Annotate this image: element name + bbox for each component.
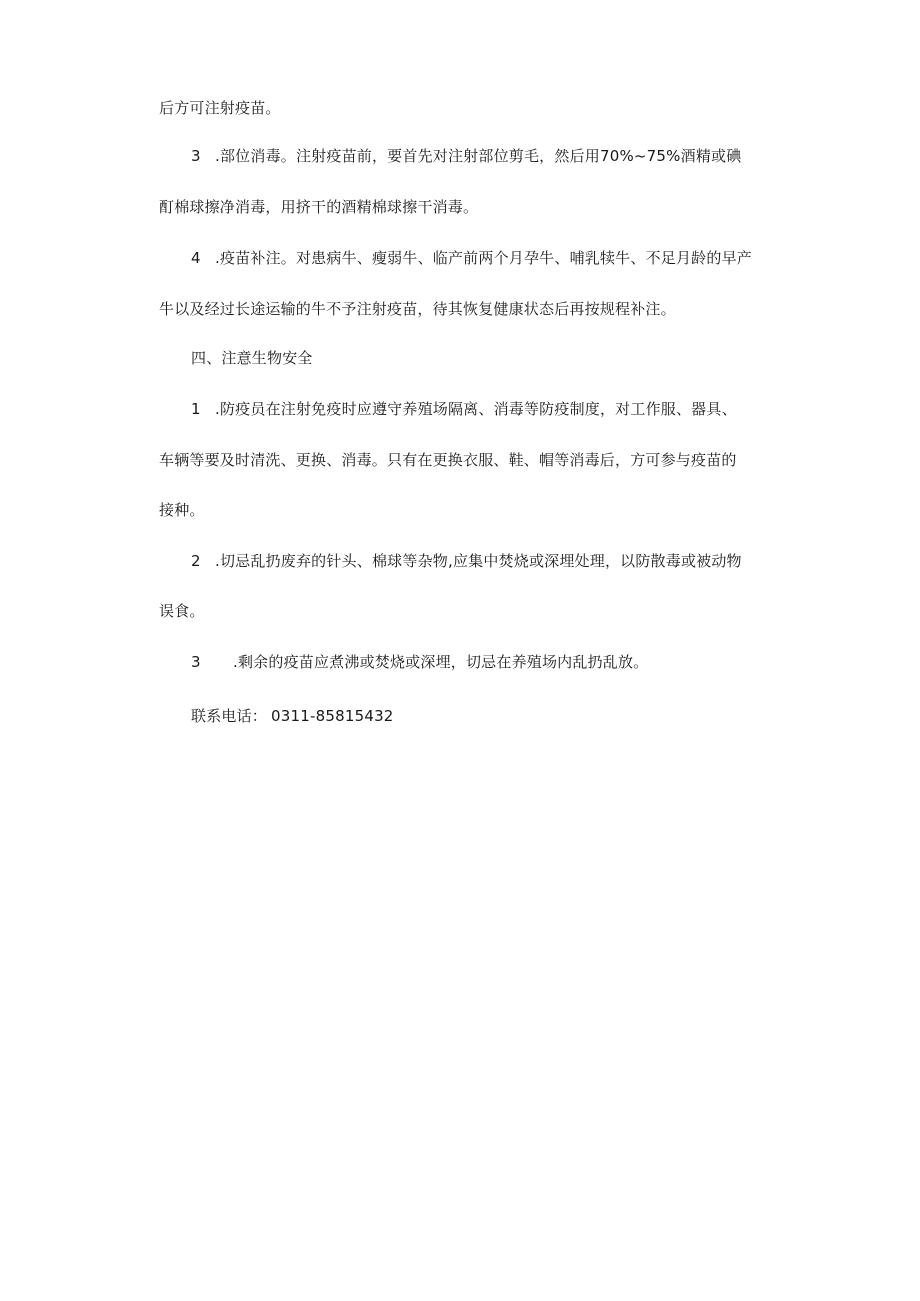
contact-line (191, 706, 394, 726)
item-4-text-1: .疫苗补注。对患病牛、瘦弱牛、临产前两个月孕牛、哺乳犊牛、不足月龄的早产 (215, 249, 752, 267)
item-4-line-1 (191, 248, 752, 268)
item-3-text-1: .部位消毒。注射疫苗前，要首先对注射部位剪毛，然后用70%~75%酒精或碘 (215, 147, 742, 165)
item-3-line-2: 酊棉球擦净消毒，用挤干的酒精棉球擦干消毒。 (159, 198, 479, 216)
bio-1-number: 1 (191, 400, 201, 418)
bio-1-line-1 (191, 399, 737, 419)
continuation-text: 后方可注射疫苗。 (159, 99, 281, 117)
bio-2-number: 2 (191, 552, 201, 570)
item-4-number: 4 (191, 249, 201, 267)
bio-3-number: 3 (191, 653, 201, 671)
contact-label: 联系电话： (191, 707, 268, 725)
section-4-heading: 四、注意生物安全 (191, 349, 313, 367)
bio-2-text-1: .切忌乱扔废弃的针头、棉球等杂物,应集中焚烧或深埋处理，以防散毒或被动物 (215, 552, 742, 570)
item-4-line-2: 牛以及经过长途运输的牛不予注射疫苗，待其恢复健康状态后再按规程补注。 (159, 300, 676, 318)
bio-1-line-2: 车辆等要及时清洗、更换、消毒。只有在更换衣服、鞋、帽等消毒后，方可参与疫苗的 (159, 451, 737, 469)
bio-1-text-1: .防疫员在注射免疫时应遵守养殖场隔离、消毒等防疫制度，对工作服、器具、 (215, 400, 737, 418)
bio-2-line-1 (191, 551, 742, 571)
bio-3-line-1 (191, 652, 648, 672)
bio-3-text-1: .剩余的疫苗应煮沸或焚烧或深埋，切忌在养殖场内乱扔乱放。 (233, 653, 649, 671)
item-3-line-1 (191, 146, 741, 166)
bio-2-line-2: 误食。 (159, 602, 205, 620)
item-3-number: 3 (191, 147, 201, 165)
bio-1-line-3: 接种。 (159, 501, 205, 519)
contact-phone: 0311-85815432 (271, 707, 394, 725)
